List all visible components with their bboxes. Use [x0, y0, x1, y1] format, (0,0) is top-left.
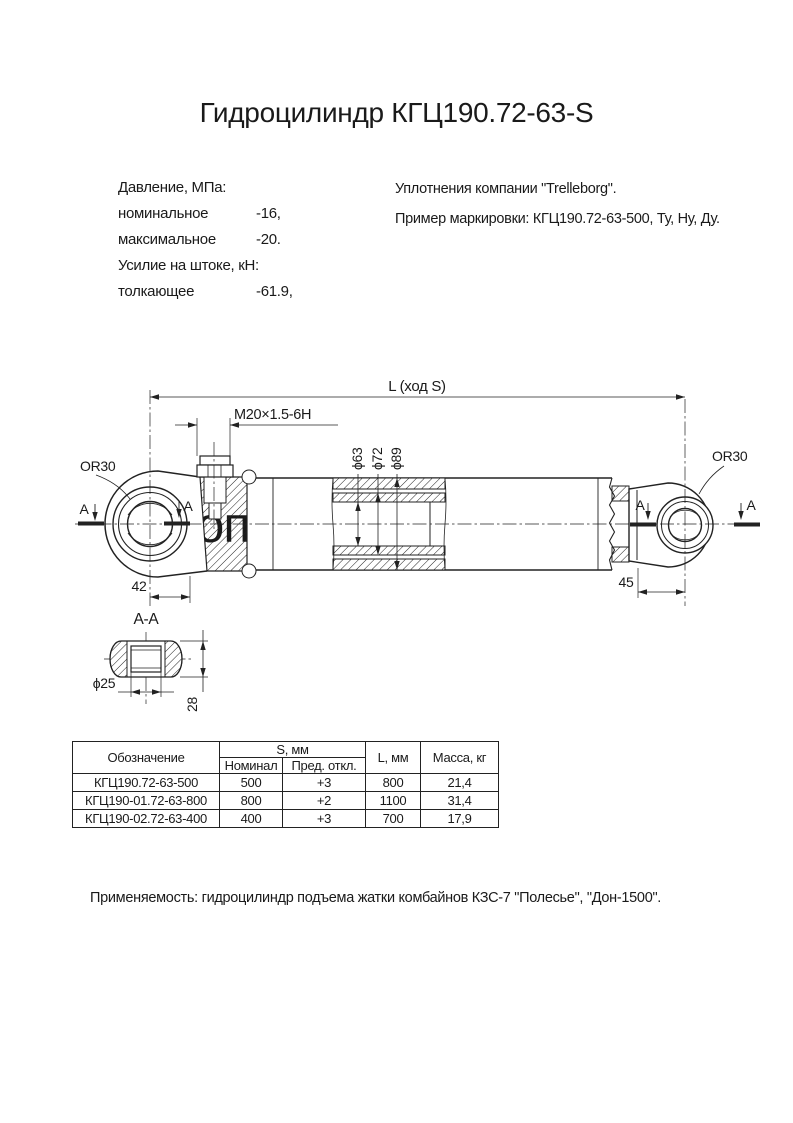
section-view-AA [93, 611, 208, 712]
section-letter: А [635, 497, 645, 513]
cell-length: 800 [366, 774, 421, 792]
dim-dia25-label: ϕ25 [92, 675, 116, 691]
spec-row [118, 205, 348, 231]
cell-stroke-nominal: 500 [220, 774, 283, 792]
spec-label: номинальное [118, 205, 209, 222]
dim-dia89-label: ϕ89 [388, 447, 404, 470]
dim-thread [175, 407, 338, 462]
col-stroke-dev: Пред. откл. [283, 758, 366, 774]
col-mass: Масса, кг [421, 742, 499, 774]
oring-left-label: OR30 [80, 458, 116, 474]
cell-mass: 17,9 [421, 810, 499, 828]
table-row [73, 792, 499, 810]
variants-table [72, 741, 499, 828]
dim-thread-label: М20×1.5-6Н [234, 407, 312, 423]
dim-L-label: L (ход S) [388, 378, 446, 395]
col-stroke-nominal: Номинал [220, 758, 283, 774]
dim-dia72-label: ϕ72 [369, 447, 385, 470]
section-letter: А [183, 498, 193, 514]
page-title: Гидроцилиндр КГЦ190.72-63-S [199, 97, 594, 128]
spec-row [118, 231, 348, 257]
table-row [73, 774, 499, 792]
cell-designation: КГЦ190-01.72-63-800 [73, 792, 220, 810]
application-note: Применяемость: гидроцилиндр подъема жатки комбайнов КЗС-7 "Полесье", "Дон-1500". [90, 890, 662, 906]
table-row [73, 810, 499, 828]
spec-heading-pressure: Давление, МПа: [118, 179, 227, 196]
col-stroke-group: S, мм [220, 742, 366, 758]
spec-row [118, 283, 348, 309]
spec-label: максимальное [118, 231, 216, 248]
dim-28-label: 28 [184, 697, 200, 712]
seal-marking-specs [395, 181, 755, 241]
spec-value: -61.9, [256, 283, 293, 300]
col-length: L, мм [366, 742, 421, 774]
cell-length: 700 [366, 810, 421, 828]
dim-42 [132, 576, 190, 603]
dim-45 [619, 568, 685, 598]
right-rod-eye [612, 483, 713, 567]
cell-stroke-nominal: 400 [220, 810, 283, 828]
section-letter: А [746, 497, 756, 513]
cell-stroke-dev: +3 [283, 810, 366, 828]
seal-info: Уплотнения компании "Trelleborg". [395, 181, 617, 197]
oring-right-label: OR30 [712, 448, 748, 464]
dim-L [150, 378, 685, 400]
cell-length: 1100 [366, 792, 421, 810]
cell-designation: КГЦ190.72-63-500 [73, 774, 220, 792]
dim-42-label: 42 [131, 578, 147, 594]
cell-mass: 31,4 [421, 792, 499, 810]
port-plug [197, 456, 233, 477]
dim-45-label: 45 [618, 574, 634, 590]
dim-dia63-label: ϕ63 [349, 447, 365, 470]
spec-value: -20. [256, 231, 281, 248]
spec-value: -16, [256, 205, 281, 222]
cell-designation: КГЦ190-02.72-63-400 [73, 810, 220, 828]
cylinder-drawing [0, 375, 793, 720]
col-designation: Обозначение [73, 742, 220, 774]
cell-stroke-dev: +2 [283, 792, 366, 810]
spec-label: толкающее [118, 283, 195, 300]
cell-mass: 21,4 [421, 774, 499, 792]
section-view-label: А-А [133, 611, 159, 628]
cell-stroke-nominal: 800 [220, 792, 283, 810]
cell-stroke-dev: +3 [283, 774, 366, 792]
spec-heading-force: Усилие на штоке, кН: [118, 257, 259, 274]
section-letter: А [79, 501, 89, 517]
pressure-specs [118, 179, 348, 309]
marking-example: Пример маркировки: КГЦ190.72-63-500, Ту, Ну, Ду. [395, 211, 720, 227]
